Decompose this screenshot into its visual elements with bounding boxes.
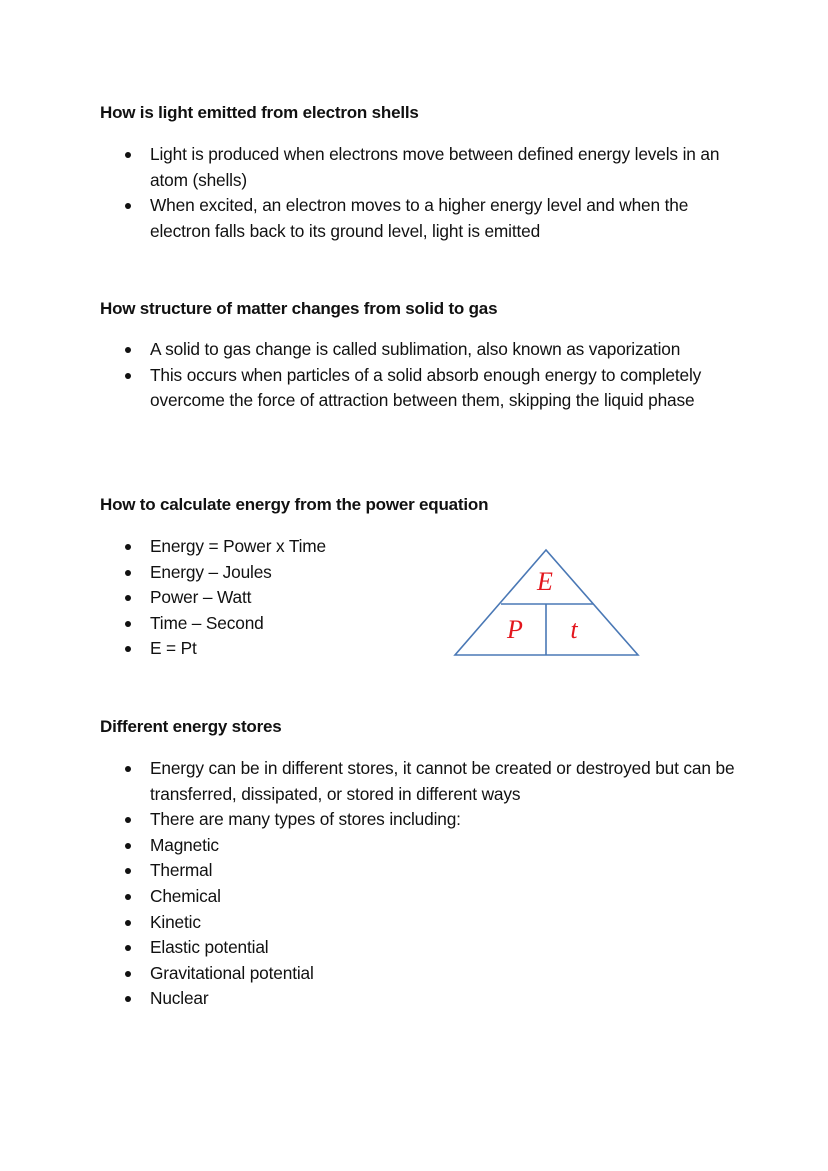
bullet-icon <box>125 203 131 209</box>
list-item: Gravitational potential <box>100 961 740 987</box>
list-item: Power – Watt <box>100 585 420 611</box>
bullet-icon <box>125 595 131 601</box>
bullet-icon <box>125 373 131 379</box>
list-item: Energy = Power x Time <box>100 534 420 560</box>
bullet-icon <box>125 544 131 550</box>
list-item: Energy can be in different stores, it cannot be created or destroyed but can be transferred, dissipated, or stored in different ways <box>100 756 740 807</box>
bullet-icon <box>125 945 131 951</box>
list-item: Kinetic <box>100 910 740 936</box>
bullet-icon <box>125 152 131 158</box>
list-item: Light is produced when electrons move between defined energy levels in an atom (shells) <box>100 142 740 193</box>
list-item: E = Pt <box>100 636 420 662</box>
formula-triangle-diagram <box>452 547 642 659</box>
list-item: This occurs when particles of a solid absorb enough energy to completely overcome the force of attraction between them, skipping the liquid phase <box>100 363 740 414</box>
bullet-icon <box>125 817 131 823</box>
list-item: When excited, an electron moves to a higher energy level and when the electron falls back to its ground level, light is emitted <box>100 193 740 244</box>
bullet-icon <box>125 646 131 652</box>
bullet-list-solid-to-gas <box>100 337 740 414</box>
list-item: Thermal <box>100 858 740 884</box>
list-item: Time – Second <box>100 611 420 637</box>
bullet-icon <box>125 766 131 772</box>
list-item: Nuclear <box>100 986 740 1012</box>
bullet-icon <box>125 971 131 977</box>
triangle-label-time: t <box>570 615 578 644</box>
bullet-icon <box>125 621 131 627</box>
bullet-list-light-emission <box>100 142 740 244</box>
list-item: Energy – Joules <box>100 560 420 586</box>
bullet-list-energy-stores <box>100 756 740 1012</box>
bullet-icon <box>125 868 131 874</box>
bullet-icon <box>125 347 131 353</box>
bullet-icon <box>125 920 131 926</box>
list-item: A solid to gas change is called sublimation, also known as vaporization <box>100 337 740 363</box>
list-item: There are many types of stores including: <box>100 807 740 833</box>
bullet-icon <box>125 843 131 849</box>
bullet-icon <box>125 570 131 576</box>
section-heading-power-equation: How to calculate energy from the power equation <box>100 495 489 514</box>
bullet-list-power-equation <box>100 534 420 662</box>
section-heading-energy-stores: Different energy stores <box>100 717 282 736</box>
list-item: Chemical <box>100 884 740 910</box>
triangle-label-energy: E <box>537 567 553 596</box>
list-item: Elastic potential <box>100 935 740 961</box>
bullet-icon <box>125 996 131 1002</box>
bullet-icon <box>125 894 131 900</box>
list-item: Magnetic <box>100 833 740 859</box>
triangle-label-power: P <box>507 615 523 644</box>
section-heading-solid-to-gas: How structure of matter changes from solid to gas <box>100 299 498 318</box>
section-heading-light-emission: How is light emitted from electron shells <box>100 103 419 122</box>
